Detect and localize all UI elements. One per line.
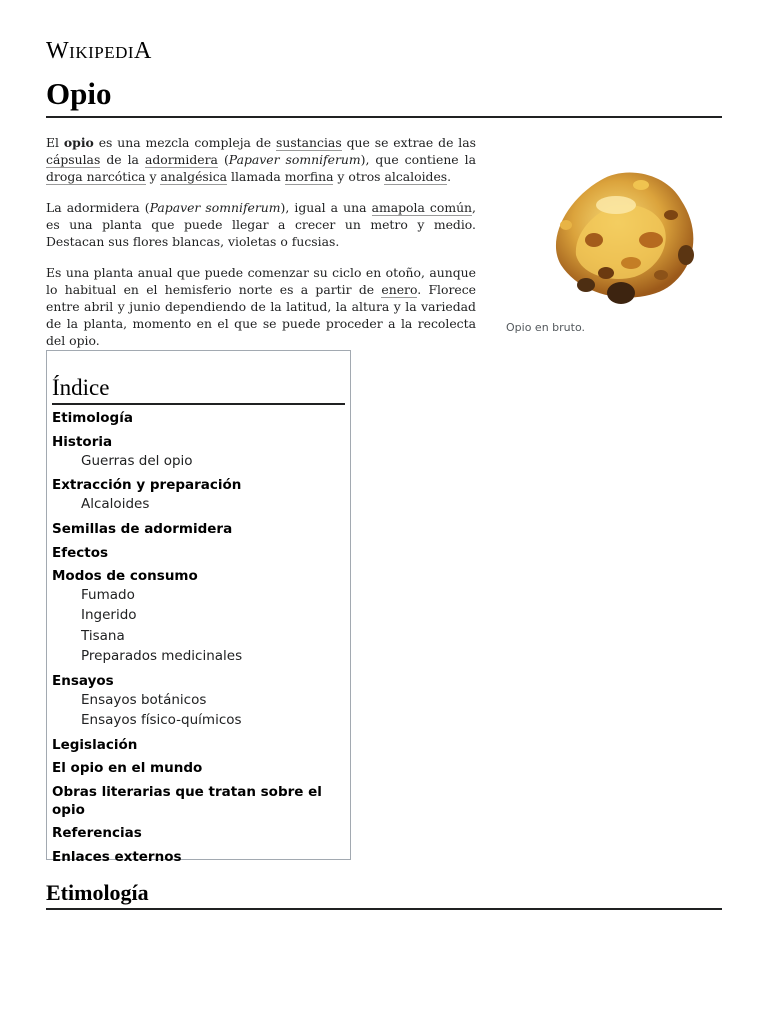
toc-item-label[interactable]: Referencias bbox=[52, 825, 142, 842]
text-run: llamada bbox=[227, 169, 285, 184]
toc-item-label[interactable]: Etimología bbox=[52, 410, 133, 426]
toc-item-label[interactable]: Efectos bbox=[52, 544, 109, 561]
toc-item-label[interactable]: Extracción y preparación bbox=[52, 477, 242, 494]
toc-list bbox=[52, 409, 345, 866]
toc-subitem[interactable]: Guerras del opio bbox=[81, 452, 193, 469]
inline-link[interactable]: analgésica bbox=[160, 169, 228, 184]
toc-item[interactable] bbox=[52, 520, 345, 538]
text-run: . bbox=[447, 169, 452, 184]
inline-link[interactable]: cápsulas bbox=[46, 152, 101, 167]
inline-link[interactable]: adormidera bbox=[144, 152, 218, 167]
logo-middle: IKIPEDI bbox=[69, 43, 135, 62]
text-run: y otros bbox=[333, 169, 385, 184]
text-run: ( bbox=[217, 152, 229, 167]
intro-paragraph-1 bbox=[46, 134, 476, 185]
table-of-contents bbox=[46, 350, 351, 865]
toc-item[interactable] bbox=[52, 759, 345, 777]
toc-item[interactable] bbox=[52, 476, 345, 514]
text-run: Es una planta anual que puede comenzar su ciclo en otoño, aunque lo habitual en el hemisferio norte es a partir de bbox=[46, 265, 476, 297]
text-run: ), que contiene la bbox=[360, 152, 476, 167]
text-run: que se extrae de las bbox=[341, 135, 476, 150]
italic-term: Papaver somniferum bbox=[228, 152, 361, 167]
toc-item[interactable] bbox=[52, 544, 345, 562]
figure-caption: Opio en bruto. bbox=[506, 321, 585, 334]
toc-item[interactable] bbox=[52, 783, 345, 819]
text-run: La adormidera ( bbox=[46, 200, 150, 215]
italic-term: Papaver somniferum bbox=[149, 200, 281, 215]
inline-link[interactable]: droga narcótica bbox=[46, 169, 146, 184]
text-run: . Florece entre abril y junio dependiendo de la latitud, la altura y la variedad de la planta, momento en el que se puede proceder a la recolecta del opio. bbox=[46, 282, 476, 348]
inline-link[interactable]: enero bbox=[381, 282, 418, 297]
toc-item[interactable] bbox=[52, 824, 345, 842]
toc-sublist bbox=[81, 585, 345, 666]
toc-item-label[interactable]: Modos de consumo bbox=[52, 568, 198, 585]
toc-subitem[interactable]: Fumado bbox=[81, 587, 135, 604]
toc-title: Índice bbox=[52, 373, 345, 405]
toc-item-label[interactable]: Historia bbox=[52, 433, 113, 450]
toc-subitem[interactable]: Ingerido bbox=[81, 607, 137, 624]
toc-item[interactable] bbox=[52, 567, 345, 666]
intro-paragraph-2 bbox=[46, 199, 476, 250]
inline-link[interactable]: alcaloides bbox=[384, 169, 448, 184]
logo-initial: W bbox=[46, 38, 70, 64]
toc-item-label[interactable]: Semillas de adormidera bbox=[52, 521, 233, 538]
toc-item-label[interactable]: El opio en el mundo bbox=[52, 760, 203, 777]
toc-subitem[interactable]: Alcaloides bbox=[81, 496, 150, 513]
text-run: El bbox=[46, 135, 64, 150]
text-run: y bbox=[145, 169, 161, 184]
intro-text bbox=[46, 134, 476, 363]
toc-item[interactable] bbox=[52, 672, 345, 731]
toc-subitem[interactable]: Preparados medicinales bbox=[81, 647, 243, 664]
page-title: Opio bbox=[46, 74, 722, 118]
text-run: ), igual a una bbox=[280, 200, 372, 215]
wikipedia-logo[interactable] bbox=[46, 38, 152, 65]
toc-item-label[interactable]: Legislación bbox=[52, 736, 138, 753]
text-run: es una mezcla compleja de bbox=[93, 135, 276, 150]
toc-sublist bbox=[81, 451, 345, 471]
toc-sublist bbox=[81, 494, 345, 514]
toc-subitem[interactable]: Ensayos botánicos bbox=[81, 691, 207, 708]
text-run: de la bbox=[100, 152, 145, 167]
toc-item[interactable] bbox=[52, 736, 345, 754]
intro-paragraph-3 bbox=[46, 264, 476, 349]
inline-link[interactable]: morfina bbox=[284, 169, 334, 184]
toc-item[interactable] bbox=[52, 409, 345, 427]
infobox-figure bbox=[506, 145, 721, 334]
toc-sublist bbox=[81, 690, 345, 731]
opium-image[interactable] bbox=[506, 145, 721, 315]
toc-item[interactable] bbox=[52, 433, 345, 471]
toc-subitem[interactable]: Tisana bbox=[81, 627, 125, 644]
toc-item-label[interactable]: Ensayos bbox=[52, 672, 114, 689]
inline-link[interactable]: sustancias bbox=[275, 135, 342, 150]
bold-term: opio bbox=[63, 135, 94, 150]
logo-final: A bbox=[134, 38, 152, 64]
toc-item-label[interactable]: Obras literarias que tratan sobre el opio bbox=[52, 783, 322, 818]
section-heading-etimologia: Etimología bbox=[46, 878, 722, 910]
toc-item[interactable] bbox=[52, 848, 345, 866]
toc-item-label[interactable]: Enlaces externos bbox=[52, 848, 182, 865]
toc-subitem[interactable]: Ensayos físico-químicos bbox=[81, 712, 242, 729]
text-run: , es una planta que puede llegar a crecer un metro y medio. Destacan sus flores blancas, violetas o fucsias. bbox=[46, 200, 476, 249]
inline-link[interactable]: amapola común bbox=[371, 200, 473, 215]
